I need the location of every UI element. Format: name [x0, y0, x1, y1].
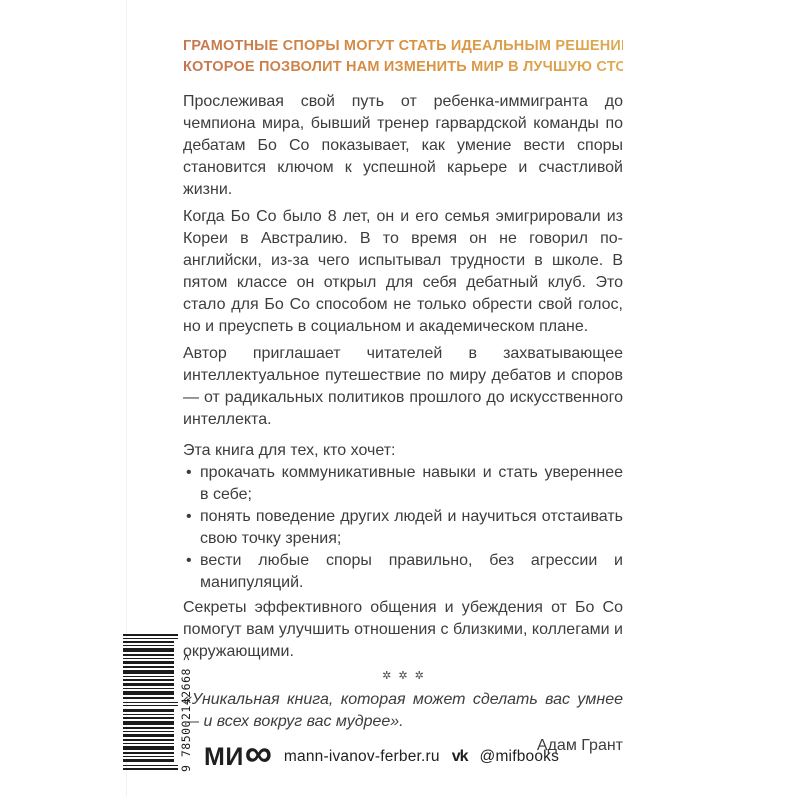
annotation-paragraph-2: Когда Бо Со было 8 лет, он и его семья эмигрировали из Кореи в Австралию. В то время он не говорил по-английски, из-за чего испытывал трудности в школе. В пятом классе он открыл для себя дебатный клуб. Это стало для Бо Со способом не только обрести свой голос, но и преуспеть в социальном и академическом плане. [183, 208, 623, 335]
list-item-text: вести любые споры правильно, без агрессии и манипуляций. [200, 552, 623, 591]
annotation-paragraph-3: Автор приглашает читателей в захватывающее интеллектуальное путешествие по миру дебатов и споров — от радикальных политиков прошлого до искусственного интеллекта. [183, 345, 623, 428]
bullet-icon: • [186, 464, 192, 481]
barcode-bars-icon [123, 633, 178, 773]
list-item [183, 550, 623, 594]
publisher-footer [204, 733, 560, 775]
back-cover-text-column [183, 36, 668, 757]
list-item [183, 462, 623, 506]
tagline [183, 36, 668, 78]
list-intro: Эта книга для тех, кто хочет: [183, 442, 396, 459]
closing-paragraph: Секреты эффективного общения и убеждения от Бо Со помогут вам улучшить отношения с близкими, коллегами и окружающими. [183, 599, 623, 660]
list-item-text: понять поведение других людей и научиться отстаивать свою точку зрения; [200, 508, 623, 547]
bullet-list [183, 462, 623, 594]
publisher-website: mann-ivanov-ferber.ru [283, 748, 440, 765]
tagline-line1: ГРАМОТНЫЕ СПОРЫ МОГУТ СТАТЬ ИДЕАЛЬНЫМ РЕШЕНИЕМ, [183, 38, 648, 54]
barcode [123, 633, 195, 773]
infinity-icon: ∞ [244, 733, 272, 775]
quote-author: Адам Грант [536, 737, 623, 754]
annotation-paragraph-1: Прослеживая свой путь от ребенка-иммигранта до чемпиона мира, бывший тренер гарвардской команды по дебатам Бо Со показывает, как умение вести споры становится ключом к успешной карьере и счастливой жизни. [183, 93, 623, 198]
list-item [183, 506, 623, 550]
barcode-number: 9 785002142668 > [179, 653, 193, 772]
bullet-icon: • [186, 508, 192, 525]
bullet-icon: • [186, 552, 192, 569]
vk-handle: @mifbooks [479, 748, 560, 765]
mif-publisher-logo [204, 733, 272, 775]
vk-icon: vk [451, 748, 468, 765]
endorsement-quote: «Уникальная книга, которая может сделать вас умнее — и всех вокруг вас мудрее». [183, 691, 623, 730]
mif-logo-letters: МИ [204, 743, 244, 771]
tagline-line2: КОТОРОЕ ПОЗВОЛИТ НАМ ИЗМЕНИТЬ МИР В ЛУЧШУЮ СТОРОНУ [183, 59, 668, 75]
list-item-text: прокачать коммуникативные навыки и стать увереннее в себе; [200, 464, 623, 503]
barcode-rotated-inner [123, 633, 195, 773]
section-separator-icon: ✲✲✲ [382, 670, 431, 682]
